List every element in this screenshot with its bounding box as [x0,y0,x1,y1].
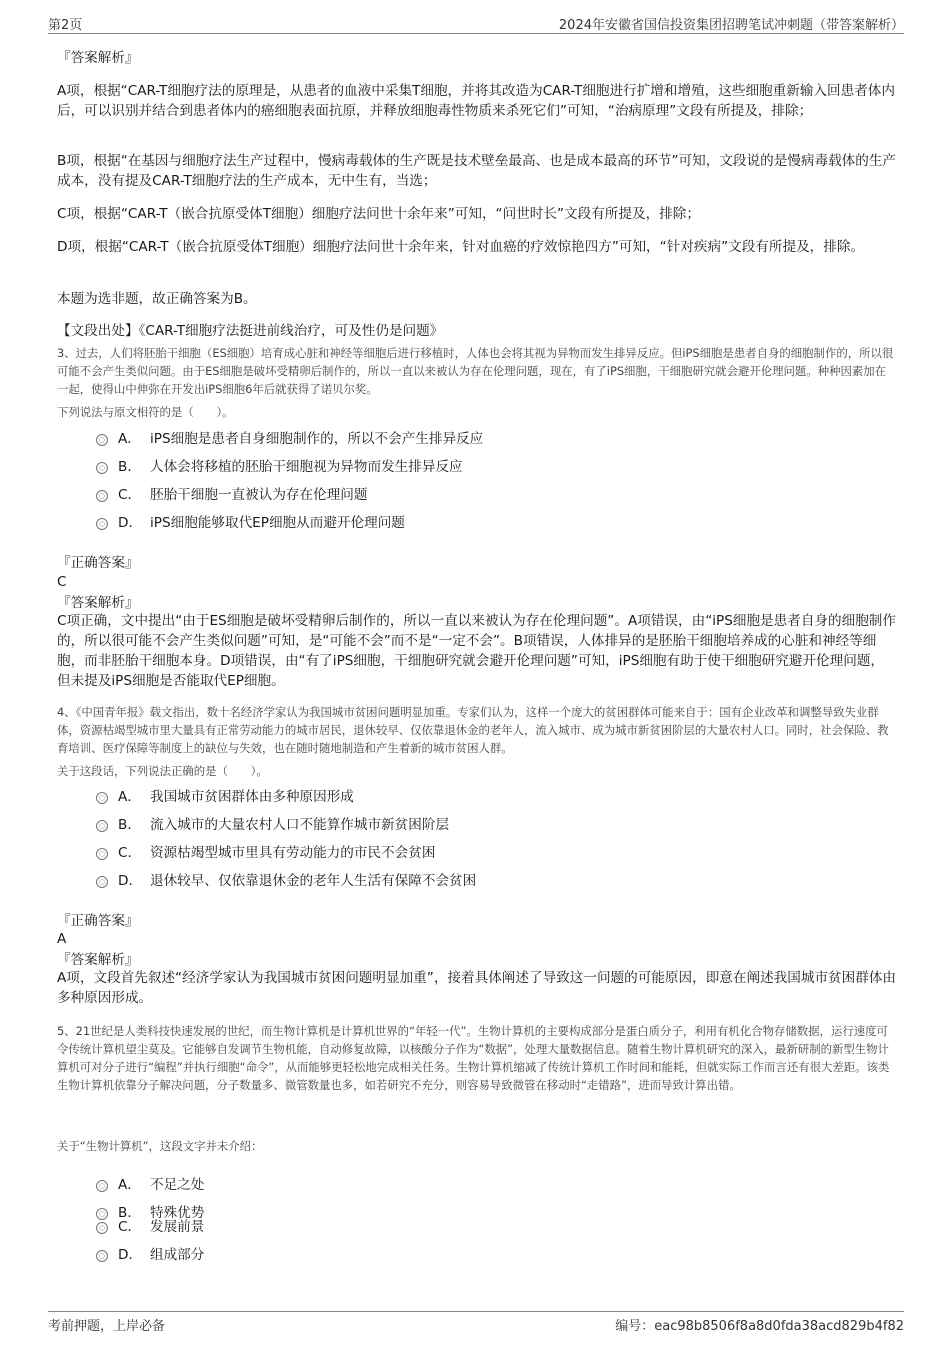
footer-divider [48,1311,904,1312]
option-text: 不足之处 [150,1177,205,1193]
q3-stem: 3、过去，人们将胚胎干细胞（ES细胞）培育成心脏和神经等细胞后进行移植时，人体也会将其视为异物而发生排异反应。但iPS细胞是患者自身的细胞制作的，所以很可能不会产生类似问题。由于ES细胞是破坏受精卵后制作的，所以一直以来被认为存在伦理问题，现在，有了iPS细胞，干细胞研究就会避开伦理问题。种种因素加在一起，使得山中伸弥在开发出iPS细胞6年后就获得了诺贝尔奖。 [57,346,894,396]
option-text: iPS细胞是患者自身细胞制作的，所以不会产生排异反应 [150,431,484,447]
q4-option-d[interactable] [96,869,476,889]
footer-slogan: 考前押题，上岸必备 [48,1319,166,1334]
q4-analysis: A项，文段首先叙述“经济学家认为我国城市贫困问题明显加重”，接着具体阐述了导致这一问题的可能原因，即意在阐述我国城市贫困群体由多种原因形成。 [57,970,897,1006]
footer-code-value: eac98b8506f8a8d0fda38acd829b4f82 [654,1319,904,1334]
q2-analysis-c: C项，根据“CAR-T（嵌合抗原受体T细胞）细胞疗法问世十余年来”可知，“问世时长”文段有所提及，排除； [57,206,700,222]
radio-button-icon[interactable] [96,490,108,502]
radio-button-icon[interactable] [96,820,108,832]
radio-button-icon[interactable] [96,1222,108,1234]
q4-answer: A [57,931,67,947]
option-letter: D． [118,873,143,889]
option-letter: C． [118,845,142,861]
option-text: 特殊优势 [150,1205,205,1221]
q5-ask: 关于“生物计算机”，这段文字并未介绍： [57,1139,263,1153]
document-title: 2024年安徽省国信投资集团招聘笔试冲刺题（带答案解析） [558,18,904,33]
option-text: 我国城市贫困群体由多种原因形成 [150,789,354,805]
q5-option-c[interactable] [96,1215,204,1235]
radio-button-icon[interactable] [96,876,108,888]
option-text: 流入城市的大量农村人口不能算作城市新贫困阶层 [150,817,450,833]
radio-button-icon[interactable] [96,518,108,530]
header-divider [48,33,904,34]
option-letter: B． [118,1205,141,1221]
option-text: iPS细胞能够取代EP细胞从而避开伦理问题 [150,515,405,531]
q3-analysis-heading: 『答案解析』 [57,595,139,611]
q4-answer-heading: 『正确答案』 [57,913,139,929]
q4-option-b[interactable] [96,813,449,833]
option-text: 胚胎干细胞一直被认为存在伦理问题 [150,487,368,503]
radio-button-icon[interactable] [96,1250,108,1262]
footer-code [615,1315,904,1334]
q2-analysis-heading: 『答案解析』 [57,50,139,66]
q3-analysis: C项正确，文中提出“由于ES细胞是破坏受精卵后制作的，所以一直以来被认为存在伦理问题”。A项错误，由“iPS细胞是患者自身的细胞制作的，所以很可能不会产生类似问题”可知，是“可能不会”而不是“一定不会”。B项错误，人体排异的是胚胎干细胞培养成的心脏和神经等细胞，而非胚胎干细胞本身。D项错误，由“有了iPS细胞，干细胞研究就会避开伦理问题”可知，iPS细胞有助于使干细胞研究避开伦理问题，但未提及iPS细胞是否能取代EP细胞。 [57,613,896,689]
q5-stem: 5、21世纪是人类科技快速发展的世纪，而生物计算机是计算机世界的“年轻一代”。生物计算机的主要构成部分是蛋白质分子，利用有机化合物存储数据，运行速度可令传统计算机望尘莫及。它能够自发调节生物机能，自动修复故障，以核酸分子作为“数据”，处理大量数据信息。随着生物计算机研究的深入，最新研制的新型生物计算机可对分子进行“编程”并执行细胞“命令”，从而能够更轻松地完成相关任务。生物计算机缩减了传统计算机工作时间和能耗，但就实际工作而言还有很大差距。该类生物计算机依靠分子解决问题，分子数量多、微管数量也多，如若研究不充分，则容易导致微管在移动时“走错路”，进而导致计算出错。 [57,1024,890,1092]
radio-button-icon[interactable] [96,848,108,860]
radio-button-icon[interactable] [96,434,108,446]
q3-option-a[interactable] [96,427,483,447]
q3-option-d[interactable] [96,511,405,531]
q2-analysis-b: B项，根据“在基因与细胞疗法生产过程中，慢病毒载体的生产既是技术壁垒最高、也是成本最高的环节”可知，文段说的是慢病毒载体的生产成本，没有提及CAR-T细胞疗法的生产成本，无中生有，当选； [57,153,897,189]
option-letter: D． [118,1247,143,1263]
option-text: 组成部分 [150,1247,205,1263]
q3-option-c[interactable] [96,483,368,503]
footer-code-label: 编号： [615,1319,655,1334]
radio-button-icon[interactable] [96,1180,108,1192]
option-letter: A． [118,1177,141,1193]
option-text: 人体会将移植的胚胎干细胞视为异物而发生排异反应 [150,459,463,475]
q4-analysis-heading: 『答案解析』 [57,952,139,968]
option-text: 资源枯竭型城市里具有劳动能力的市民不会贫困 [150,845,436,861]
q3-ask: 下列说法与原文相符的是（ ）。 [57,405,234,419]
option-letter: A． [118,431,141,447]
q5-option-d[interactable] [96,1243,204,1263]
radio-button-icon[interactable] [96,462,108,474]
q4-option-c[interactable] [96,841,435,861]
q4-stem: 4、《中国青年报》载文指出，数十名经济学家认为我国城市贫困问题明显加重。专家们认为，这样一个庞大的贫困群体可能来自于：国有企业改革和调整导致失业群体，资源枯竭型城市里大量具有正常劳动能力的城市居民，退休较早、仅依靠退休金的老年人，流入城市、成为城市新贫困阶层的大量农村人口。同时，社会保险、教育培训、医疗保障等制度上的缺位与失效，也在随时随地制造和产生着新的城市贫困人群。 [57,705,889,755]
q2-analysis-d: D项，根据“CAR-T（嵌合抗原受体T细胞）细胞疗法问世十余年来，针对血癌的疗效惊艳四方”可知，“针对疾病”文段有所提及，排除。 [57,239,865,255]
option-text: 退休较早、仅依靠退休金的老年人生活有保障不会贫困 [150,873,477,889]
option-letter: A． [118,789,141,805]
q5-option-a[interactable] [96,1173,204,1193]
option-letter: B． [118,817,141,833]
q3-answer-heading: 『正确答案』 [57,555,139,571]
q2-source: 【文段出处】《CAR-T细胞疗法挺进前线治疗，可及性仍是问题》 [57,323,444,339]
q3-option-b[interactable] [96,455,463,475]
q3-answer: C [57,574,67,590]
radio-button-icon[interactable] [96,792,108,804]
q2-conclusion: 本题为选非题，故正确答案为B。 [57,291,257,307]
option-letter: B． [118,459,141,475]
option-text: 发展前景 [150,1219,205,1235]
page-number: 第2页 [48,18,83,33]
q4-option-a[interactable] [96,785,354,805]
option-letter: C． [118,487,142,503]
q4-ask: 关于这段话，下列说法正确的是（ ）。 [57,764,268,778]
option-letter: D． [118,515,143,531]
q2-analysis-a: A项，根据“CAR-T细胞疗法的原理是，从患者的血液中采集T细胞，并将其改造为CAR-T细胞进行扩增和增殖，这些细胞重新输入回患者体内后，可以识别并结合到患者体内的癌细胞表面抗原，并释放细胞毒性物质来杀死它们”可知，“治病原理”文段有所提及，排除； [57,83,895,119]
option-letter: C． [118,1219,142,1235]
